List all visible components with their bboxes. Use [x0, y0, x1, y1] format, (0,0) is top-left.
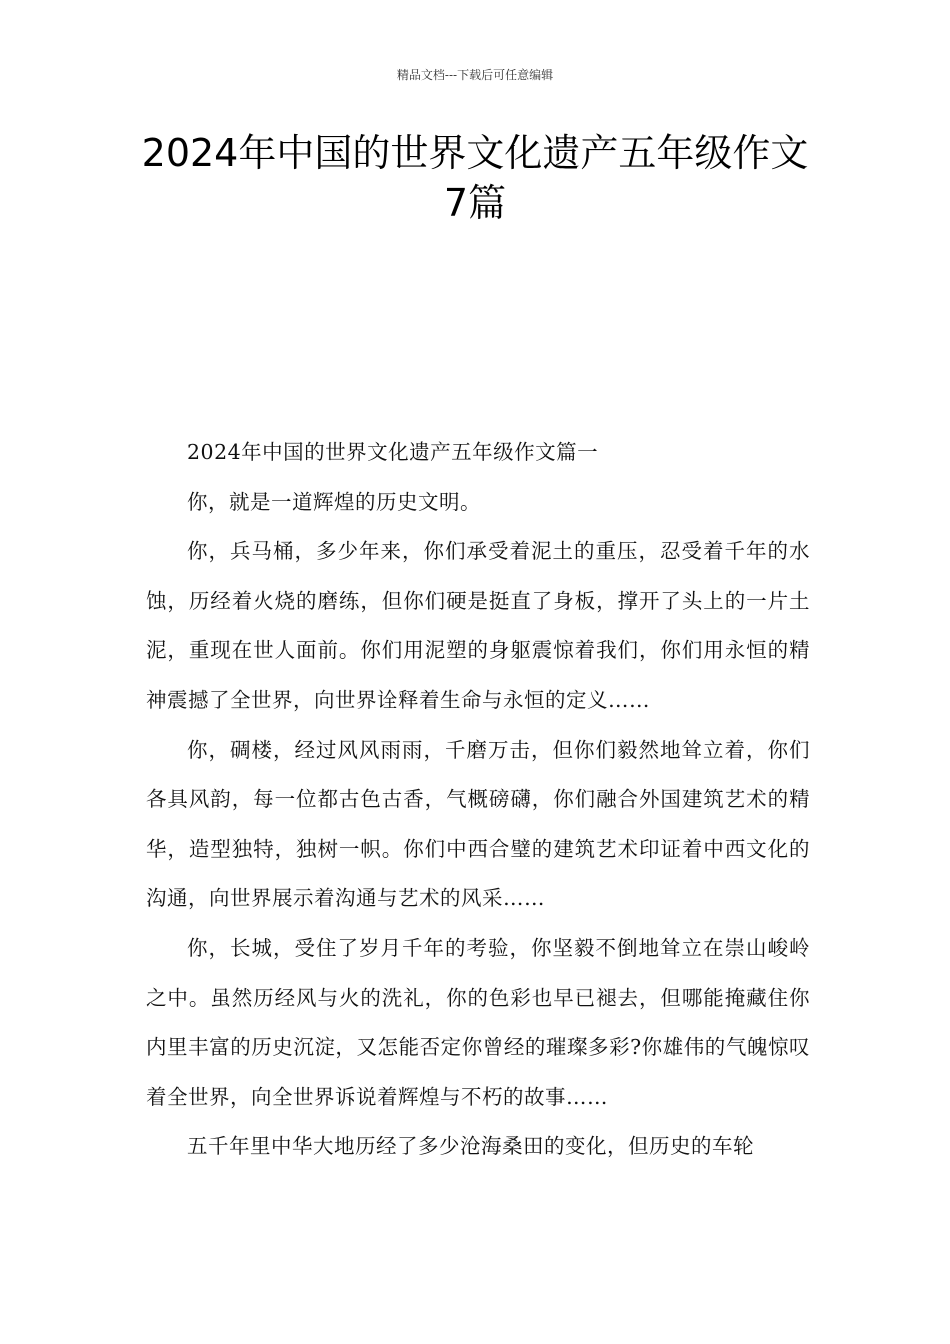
title-line-2: 7篇 — [443, 181, 507, 225]
title-line-1: 2024年中国的世界文化遗产五年级作文 — [141, 131, 809, 175]
section-heading: 2024年中国的世界文化遗产五年级作文篇一 — [187, 440, 599, 464]
paragraph: 你，碉楼，经过风风雨雨，千磨万击，但你们毅然地耸立着，你们各具风韵，每一位都古色古香，气概磅礴，你们融合外国建筑艺术的精华，造型独特，独树一帜。你们中西合璧的建筑艺术印证着中西文化的沟通，向世界展示着沟通与艺术的风采…… — [146, 737, 810, 911]
paragraph: 你，兵马桶，多少年来，你们承受着泥土的重压，忍受着千年的水蚀，历经着火烧的磨练，但你们硬是挺直了身板，撑开了头上的一片土泥，重现在世人面前。你们用泥塑的身躯震惊着我们，你们用永恒的精神震撼了全世界，向世界诠释着生命与永恒的定义…… — [146, 539, 810, 712]
header-note: 精品文档---下载后可任意编辑 — [396, 68, 554, 82]
paragraph: 你，长城，受住了岁月千年的考验，你坚毅不倒地耸立在崇山峻岭之中。虽然历经风与火的洗礼，你的色彩也早已褪去，但哪能掩藏住你内里丰富的历史沉淀，又怎能否定你曾经的璀璨多彩?你雄伟的气魄惊叹着全世界，向全世界诉说着辉煌与不朽的故事…… — [146, 935, 810, 1109]
document-title — [120, 128, 830, 228]
paragraph: 五千年里中华大地历经了多少沧海桑田的变化，但历史的车轮 — [187, 1134, 754, 1159]
paragraph: 你，就是一道辉煌的历史文明。 — [187, 489, 481, 514]
document-body — [146, 428, 810, 1172]
